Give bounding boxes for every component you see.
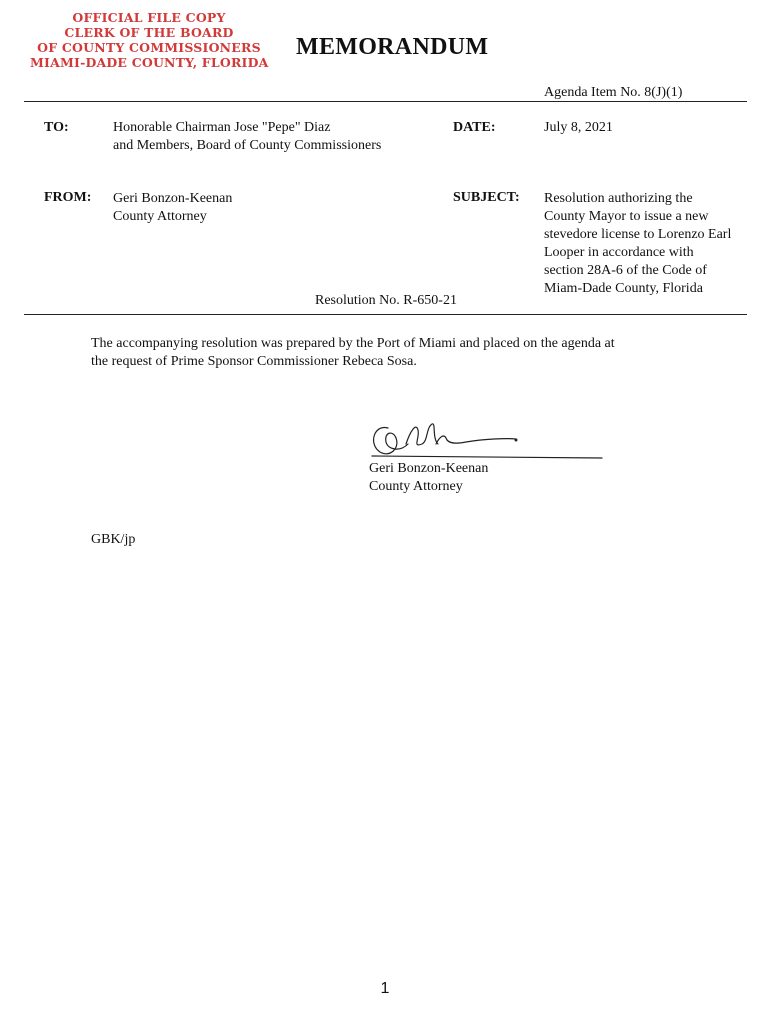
stamp-line: OF COUNTY COMMISSIONERS — [37, 40, 261, 55]
page-number: 1 — [380, 980, 390, 997]
official-file-copy-stamp — [30, 10, 268, 70]
handwritten-signature — [366, 414, 606, 464]
signer-name: Geri Bonzon-Keenan — [369, 461, 489, 476]
from-label: FROM: — [44, 190, 92, 205]
subject-line: stevedore license to Lorenzo Earl — [544, 227, 732, 242]
from-sender — [113, 190, 232, 226]
body-line: the request of Prime Sponsor Commissioner Rebeca Sosa. — [91, 354, 417, 369]
signer-title: County Attorney — [369, 479, 463, 494]
to-line: and Members, Board of County Commissioners — [113, 138, 382, 153]
body-line: The accompanying resolution was prepared by the Port of Miami and placed on the agenda at — [91, 336, 615, 351]
to-line: Honorable Chairman Jose "Pepe" Diaz — [113, 120, 331, 135]
memo-body — [91, 335, 691, 371]
to-recipients — [113, 119, 381, 155]
stamp-line: MIAMI-DADE COUNTY, FLORIDA — [30, 55, 269, 70]
to-label: TO: — [44, 120, 69, 135]
stamp-line: CLERK OF THE BOARD — [64, 25, 234, 40]
subject-label: SUBJECT: — [453, 190, 520, 205]
subject-line: Resolution authorizing the — [544, 191, 693, 206]
subject-line: County Mayor to issue a new — [544, 209, 709, 224]
agenda-item-number: Agenda Item No. 8(J)(1) — [544, 85, 683, 100]
subject-text — [544, 190, 754, 298]
typist-initials: GBK/jp — [91, 532, 136, 547]
from-line: Geri Bonzon-Keenan — [113, 191, 233, 206]
stamp-line: OFFICIAL FILE COPY — [72, 10, 226, 25]
from-line: County Attorney — [113, 209, 207, 224]
header-divider-bottom — [24, 314, 747, 315]
resolution-number: Resolution No. R-650-21 — [315, 293, 457, 308]
subject-line: Miam-Dade County, Florida — [544, 281, 703, 296]
subject-line: section 28A-6 of the Code of — [544, 263, 707, 278]
subject-line: Looper in accordance with — [544, 245, 694, 260]
signature-block — [369, 460, 488, 496]
date-value: July 8, 2021 — [544, 120, 613, 135]
memo-title: MEMORANDUM — [296, 34, 489, 60]
header-divider-top — [24, 101, 747, 102]
date-label: DATE: — [453, 120, 496, 135]
